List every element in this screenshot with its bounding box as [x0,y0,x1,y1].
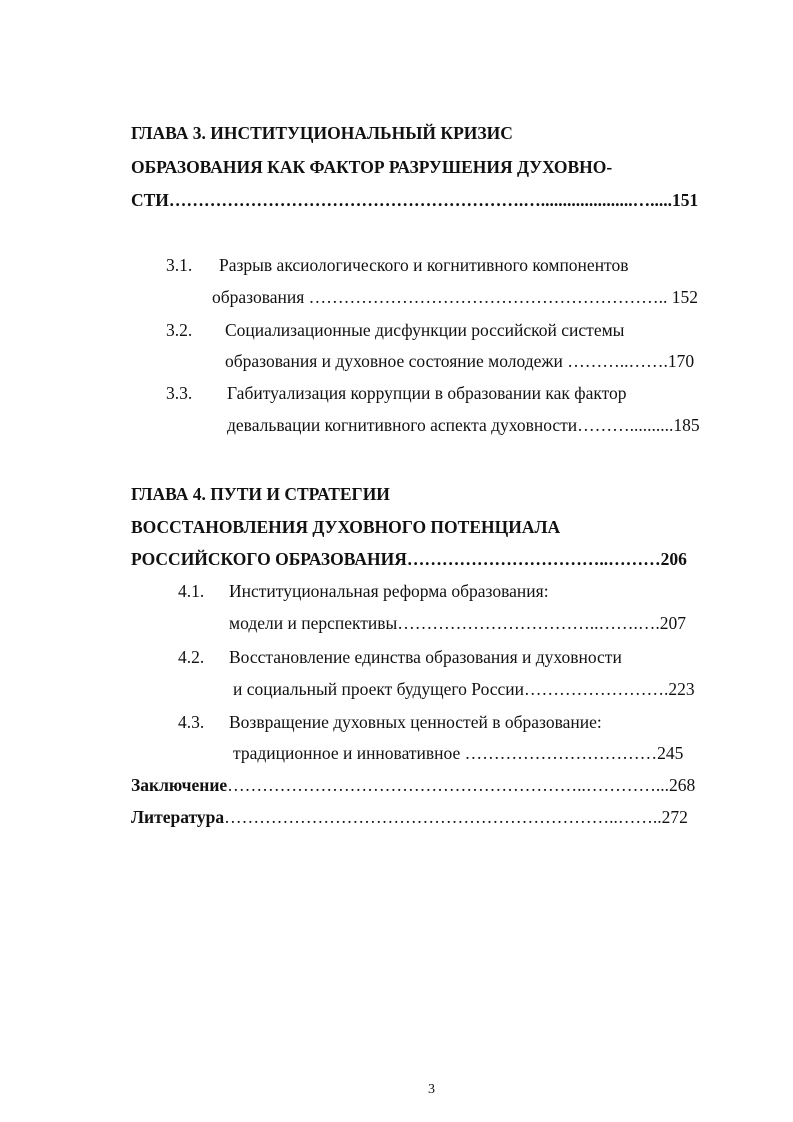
conclusion-label: Заключение [131,775,228,795]
literature-label: Литература [131,807,225,827]
chapter3-title-line1: ГЛАВА 3. ИНСТИТУЦИОНАЛЬНЫЙ КРИЗИС [131,123,513,143]
section-3-2-title: Социализационные дисфункции российской системы [225,320,625,340]
page-number: 3 [428,1082,435,1097]
section-3-3-title: Габитуализация коррупции в образовании как фактор [227,383,627,403]
section-3-2-page-line: образования и духовное состояние молодежи ………..…….170 [225,351,695,371]
section-4-1-number: 4.1. [178,581,205,601]
section-4-1-title: Институциональная реформа образования: [229,581,549,601]
conclusion-entry [131,774,695,796]
section-4-2-title: Восстановление единства образования и духовности [229,647,622,667]
chapter4-title-line1: ГЛАВА 4. ПУТИ И СТРАТЕГИИ [131,484,390,504]
section-3-1-title: Разрыв аксиологического и когнитивного компонентов [219,255,629,275]
section-3-3-number: 3.3. [166,383,193,403]
section-4-1-page-line: модели и перспективы……………………………..…….….207 [229,613,687,633]
section-4-3-number: 4.3. [178,712,205,732]
section-4-2-number: 4.2. [178,647,205,667]
chapter4-title-line2: ВОССТАНОВЛЕНИЯ ДУХОВНОГО ПОТЕНЦИАЛА [131,517,561,537]
section-3-1-page-line: образования …………………………………………………….. 152 [212,287,699,307]
section-3-2-number: 3.2. [166,320,193,340]
section-3-1-number: 3.1. [166,255,193,275]
conclusion-page: ……………………………………………………..…………...268 [227,775,696,795]
literature-entry [131,806,688,828]
section-4-3-page-line: традиционное и инновативное ……………………………245 [233,743,684,763]
chapter3-title-line2: ОБРАЗОВАНИЯ КАК ФАКТОР РАЗРУШЕНИЯ ДУХОВНО- [131,157,613,177]
chapter3-title-line3: СТИ…………………………………………………….….....................….....151 [131,190,699,210]
section-4-3-title: Возвращение духовных ценностей в образование: [229,712,602,732]
section-4-2-page-line: и социальный проект будущего России…………………….223 [233,679,695,699]
literature-page: …………………………………………………………..……..272 [224,807,688,827]
chapter4-title-line3: РОССИЙСКОГО ОБРАЗОВАНИЯ……………………………..………206 [131,549,687,569]
section-3-3-page-line: девальвации когнитивного аспекта духовности………..........185 [227,415,700,435]
